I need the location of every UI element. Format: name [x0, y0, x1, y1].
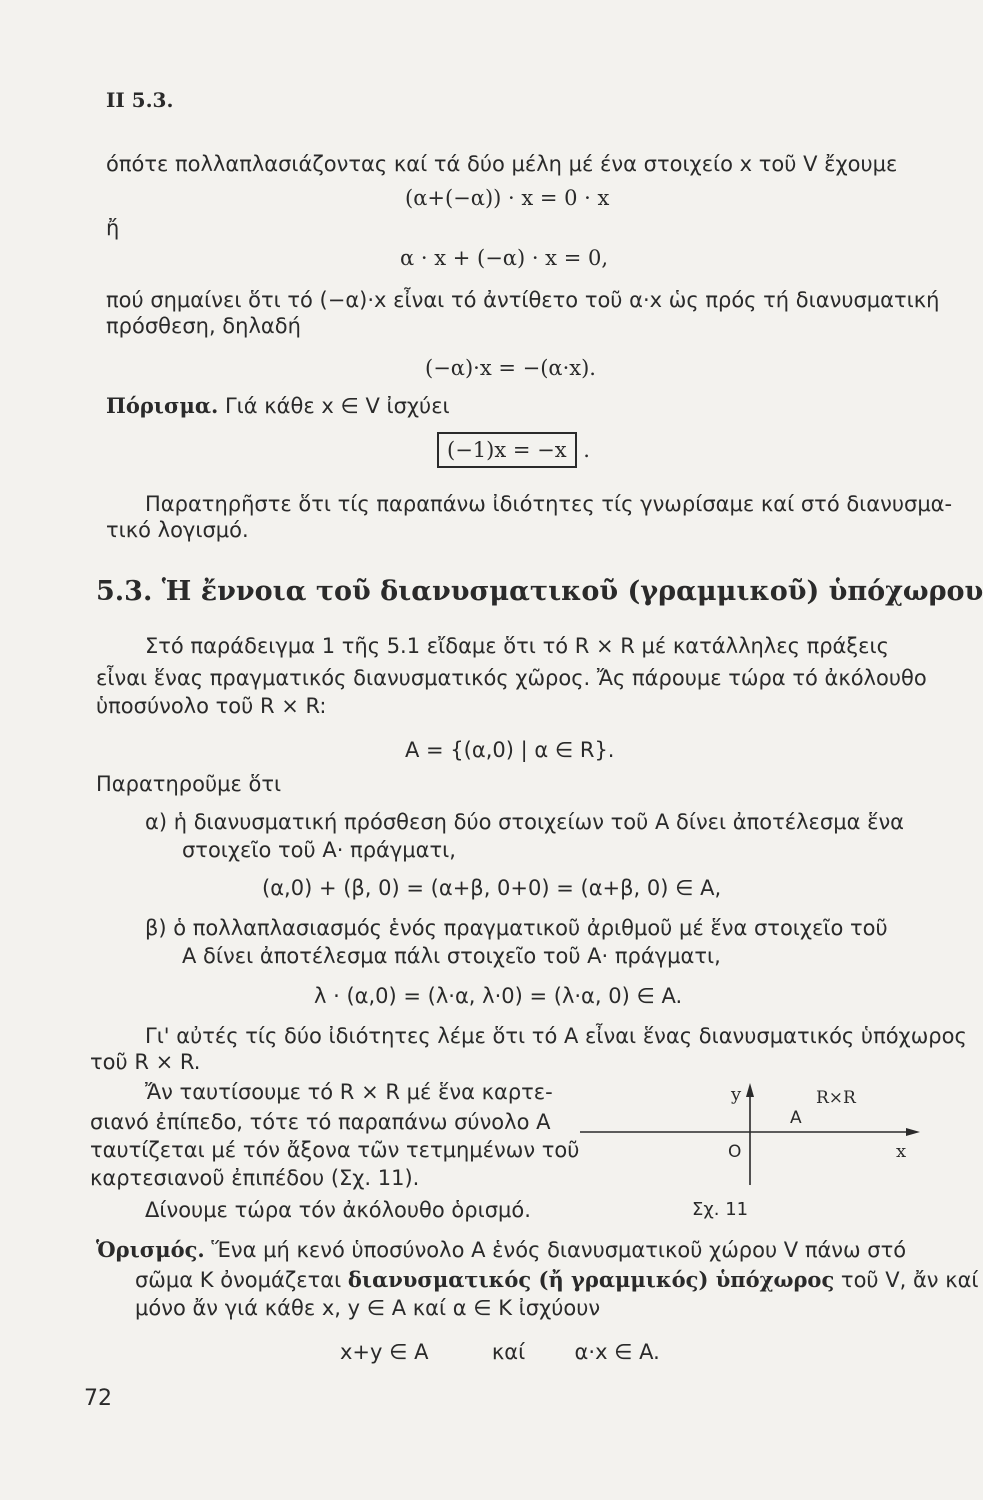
text-line: Παρατηροῦμε ὅτι	[96, 772, 282, 796]
equation: A = {(α,0) | α ∈ R}.	[405, 738, 615, 762]
text-line: όπότε πολλαπλασιάζοντας καί τά δύο μέλη μέ ένα στοιχείο x τοῦ V ἔχουμε	[106, 152, 898, 176]
text-line: Παρατηρῆστε ὅτι τίς παραπάνω ἰδιότητες τίς γνωρίσαμε καί στό διανυσμα-	[145, 492, 953, 516]
page-number: 72	[84, 1386, 112, 1411]
corollary-label: Πόρισμα.	[106, 393, 219, 418]
x-axis-arrow	[906, 1128, 920, 1136]
definition-label: Ὁρισμός.	[96, 1237, 205, 1262]
text-fragment: τοῦ V, ἄν καί	[840, 1268, 979, 1292]
equation: λ · (α,0) = (λ·α, λ·0) = (λ·α, 0) ∈ A.	[314, 984, 683, 1008]
section-heading: 5.3. Ἡ ἔννοια τοῦ διανυσματικοῦ (γραμμικοῦ) ὑπόχωρου	[96, 576, 983, 607]
space-label: R×R	[816, 1088, 856, 1108]
text-line: καρτεσιανοῦ ἐπιπέδου (Σχ. 11).	[90, 1166, 420, 1190]
equation: α · x + (−α) · x = 0,	[400, 246, 609, 270]
text-line: Γι' αὐτές τίς δύο ἰδιότητες λέμε ὅτι τό A εἶναι ἕνας διανυσματικός ὑπόχωρος	[145, 1024, 967, 1048]
equation-part: α·x ∈ A.	[574, 1340, 660, 1364]
y-axis-label: y	[731, 1084, 742, 1105]
defined-term: διανυσματικός (ἤ γραμμικός) ὑπόχωρος	[347, 1267, 835, 1292]
text-line: πού σημαίνει ὅτι τό (−α)·x εἶναι τό ἀντίθετο τοῦ α·x ὡς πρός τή διανυσματική	[106, 288, 940, 312]
text-line: ὑποσύνολο τοῦ R × R:	[96, 694, 327, 718]
text-line: ἤ	[106, 216, 120, 240]
equation: (−α)·x = −(α·x).	[425, 356, 596, 380]
text-line: τοῦ R × R.	[90, 1050, 201, 1074]
x-axis-label: x	[896, 1141, 907, 1162]
equation-suffix: .	[583, 438, 590, 462]
set-label: A	[790, 1108, 802, 1128]
text-line: εἶναι ἕνας πραγματικός διανυσματικός χῶρος. Ἄς πάρουμε τώρα τό ἀκόλουθο	[96, 666, 927, 690]
text-line: πρόσθεση, δηλαδή	[106, 314, 301, 338]
cartesian-figure	[580, 1075, 925, 1225]
figure-caption: Σχ. 11	[692, 1199, 749, 1220]
text-line: στοιχεῖο τοῦ A· πράγματι,	[182, 838, 456, 862]
text-line: Στό παράδειγμα 1 τῆς 5.1 εἴδαμε ὅτι τό R × R μέ κατάλληλες πράξεις	[145, 634, 889, 658]
text-line: σιανό ἐπίπεδο, τότε τό παραπάνω σύνολο A	[90, 1110, 551, 1134]
corollary-text: Γιά κάθε x ∈ V ἰσχύει	[224, 394, 450, 418]
list-item-a: α) ἡ διανυσματική πρόσθεση δύο στοιχείων τοῦ A δίνει ἀποτέλεσμα ἕνα	[145, 810, 905, 834]
text-line: Ἕνα μή κενό ὑποσύνολο A ἑνός διανυσματικοῦ χώρου V πάνω στό	[211, 1238, 907, 1262]
text-line: τικό λογισμό.	[106, 518, 249, 542]
text-line: ταυτίζεται μέ τόν ἄξονα τῶν τετμημένων τοῦ	[90, 1138, 580, 1162]
text-line: Ἄν ταυτίσουμε τό R × R μέ ἕνα καρτε-	[145, 1080, 553, 1104]
boxed-equation: (−1)x = −x	[437, 432, 577, 468]
text-line: μόνο ἄν γιά κάθε x, y ∈ A καί α ∈ K ἰσχύουν	[135, 1296, 601, 1320]
page-header: II 5.3.	[106, 88, 174, 112]
equation-part: καί	[491, 1340, 526, 1364]
equation: (α,0) + (β, 0) = (α+β, 0+0) = (α+β, 0) ∈ A,	[262, 876, 722, 900]
text-fragment: σῶμα K ὀνομάζεται	[135, 1268, 342, 1292]
equation-part: x+y ∈ A	[340, 1340, 429, 1364]
equation: (α+(−α)) · x = 0 · x	[405, 186, 610, 210]
y-axis-arrow	[746, 1083, 754, 1097]
list-item-b: β) ὁ πολλαπλασιασμός ἑνός πραγματικοῦ ἀριθμοῦ μέ ἕνα στοιχεῖο τοῦ	[145, 916, 888, 940]
text-line: A δίνει ἀποτέλεσμα πάλι στοιχεῖο τοῦ A· πράγματι,	[182, 944, 721, 968]
origin-label: O	[728, 1142, 742, 1162]
text-line: Δίνουμε τώρα τόν ἀκόλουθο ὁρισμό.	[145, 1198, 531, 1222]
